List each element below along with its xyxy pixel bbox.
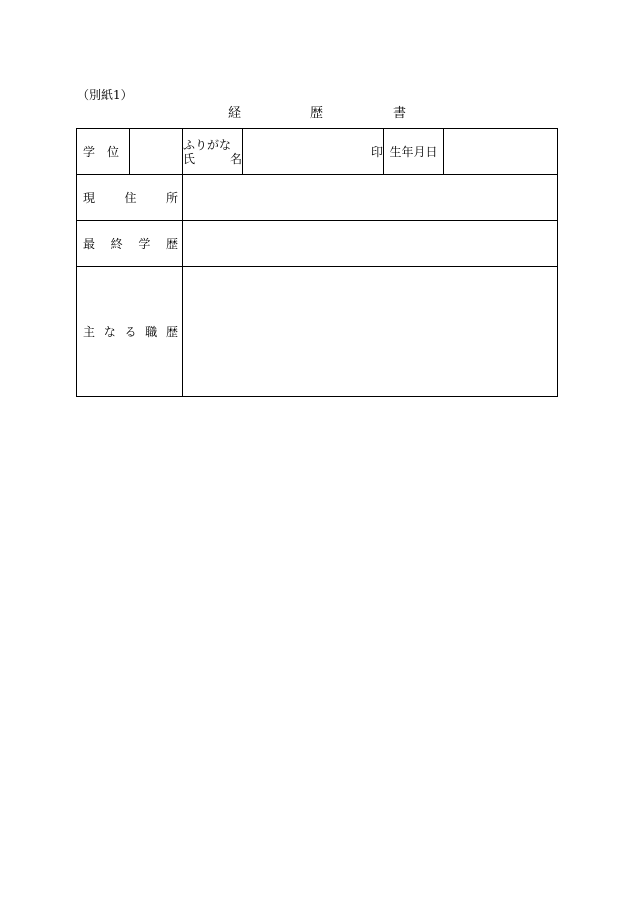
furigana-label: ふりがな <box>183 137 232 152</box>
attachment-label: （別紙1） <box>77 88 133 102</box>
address-field[interactable] <box>183 175 558 221</box>
education-field[interactable] <box>183 221 558 267</box>
address-label-cell <box>77 175 183 221</box>
career-label-char: 職 <box>145 324 158 339</box>
career-field[interactable] <box>183 267 558 397</box>
row-address <box>77 175 558 221</box>
seal-label: 印 <box>370 144 383 159</box>
birthdate-label: 生年月日 <box>384 129 444 175</box>
birthdate-field[interactable] <box>444 129 558 175</box>
education-label-char: 最 <box>83 236 96 251</box>
degree-label-char: 学 <box>83 144 96 159</box>
degree-label-cell <box>77 129 130 175</box>
name-label-char: 名 <box>229 151 242 166</box>
career-label-cell <box>77 267 183 397</box>
title-char-3: 書 <box>393 106 407 121</box>
title-char-2: 歴 <box>310 106 324 121</box>
education-label-char: 終 <box>110 236 123 251</box>
education-label-char: 学 <box>138 236 151 251</box>
row-degree-name <box>77 129 558 175</box>
degree-label-char: 位 <box>106 144 119 159</box>
title-char-1: 経 <box>228 106 242 121</box>
resume-form-table <box>76 128 558 397</box>
career-label-char: な <box>103 324 116 339</box>
education-label-cell <box>77 221 183 267</box>
name-label-char: 氏 <box>183 151 196 166</box>
name-field[interactable] <box>243 129 384 175</box>
career-label-char: 歴 <box>165 324 178 339</box>
address-label-char: 住 <box>124 190 137 205</box>
career-label-char: 主 <box>83 324 96 339</box>
row-career <box>77 267 558 397</box>
row-education <box>77 221 558 267</box>
career-label-char: る <box>124 324 137 339</box>
address-label-char: 現 <box>83 190 96 205</box>
degree-field[interactable] <box>130 129 183 175</box>
education-label-char: 歴 <box>165 236 178 251</box>
name-label-cell <box>183 129 243 175</box>
address-label-char: 所 <box>165 190 178 205</box>
